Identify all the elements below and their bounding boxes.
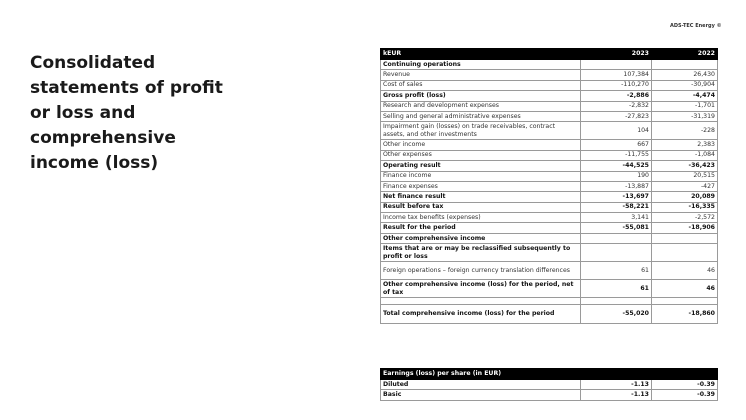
- value-2023: [581, 60, 652, 70]
- value-2023: 190: [581, 171, 652, 181]
- table-row: [381, 305, 718, 324]
- income-statement-body: [381, 49, 718, 324]
- value-2022: -228: [652, 122, 718, 140]
- value-2023: -58,221: [581, 202, 652, 212]
- value-2023: -13,697: [581, 192, 652, 202]
- value-2022: [652, 233, 718, 243]
- value-2022: -31,319: [652, 111, 718, 121]
- value-2023: 667: [581, 140, 652, 150]
- table-header-row: [381, 49, 718, 60]
- title-line: statements of profit: [30, 78, 223, 98]
- row-label: Continuing operations: [381, 60, 581, 70]
- value-2022: [652, 244, 718, 262]
- title-line: Consolidated: [30, 53, 156, 73]
- table-row: [381, 150, 718, 160]
- table-row: [381, 111, 718, 121]
- column-header: kEUR: [381, 49, 581, 60]
- eps-body: [381, 369, 718, 401]
- eps-header-blank: [652, 369, 718, 380]
- value-2022: -427: [652, 181, 718, 191]
- table-row: [381, 280, 718, 298]
- page-title: [30, 51, 270, 176]
- row-label: Revenue: [381, 70, 581, 80]
- table-row: [381, 262, 718, 280]
- table-row: [381, 122, 718, 140]
- table-row: [381, 233, 718, 243]
- row-label: Income tax benefits (expenses): [381, 213, 581, 223]
- value-2022: -2,572: [652, 213, 718, 223]
- row-label: Operating result: [381, 161, 581, 171]
- row-label: Research and development expenses: [381, 101, 581, 111]
- value-2023: 107,384: [581, 70, 652, 80]
- table-row: [381, 202, 718, 212]
- value-2023: [581, 233, 652, 243]
- value-2022: 20,089: [652, 192, 718, 202]
- title-line: comprehensive: [30, 128, 176, 148]
- row-label: Impairment gain (losses) on trade receivables, contract assets, and other investments: [381, 122, 581, 140]
- value-2023: -110,270: [581, 80, 652, 90]
- value-2023: -27,823: [581, 111, 652, 121]
- value-2022: [652, 60, 718, 70]
- value-2023: 104: [581, 122, 652, 140]
- value-2022: 26,430: [652, 70, 718, 80]
- value-2023: -2,886: [581, 91, 652, 101]
- row-label: Other expenses: [381, 150, 581, 160]
- value-2023: -1.13: [581, 380, 652, 390]
- row-label: Items that are or may be reclassified subsequently to profit or loss: [381, 244, 581, 262]
- brand-logo-text: ADS-TEC Energy ©: [670, 23, 722, 29]
- row-label: Other comprehensive income: [381, 233, 581, 243]
- value-2023: -1.13: [581, 390, 652, 400]
- row-label: Other income: [381, 140, 581, 150]
- value-2022: -18,860: [652, 305, 718, 324]
- table-row: [381, 161, 718, 171]
- table-row: [381, 140, 718, 150]
- value-2022: -0.39: [652, 390, 718, 400]
- row-label: Foreign operations – foreign currency translation differences: [381, 262, 581, 280]
- column-header: 2023: [581, 49, 652, 60]
- value-2022: 46: [652, 280, 718, 298]
- row-label: [381, 298, 581, 305]
- row-label: Result before tax: [381, 202, 581, 212]
- value-2022: -16,335: [652, 202, 718, 212]
- table-row: [381, 298, 718, 305]
- value-2023: [581, 298, 652, 305]
- row-label: Basic: [381, 390, 581, 400]
- value-2022: 20,515: [652, 171, 718, 181]
- value-2022: -1,701: [652, 101, 718, 111]
- table-row: [381, 60, 718, 70]
- column-header: 2022: [652, 49, 718, 60]
- row-label: Diluted: [381, 380, 581, 390]
- value-2022: 2,383: [652, 140, 718, 150]
- table-row: [381, 80, 718, 90]
- value-2022: -36,423: [652, 161, 718, 171]
- value-2023: [581, 244, 652, 262]
- value-2022: -0.39: [652, 380, 718, 390]
- table-row: [381, 181, 718, 191]
- table-row: [381, 70, 718, 80]
- value-2022: -4,474: [652, 91, 718, 101]
- value-2023: -55,081: [581, 223, 652, 233]
- value-2023: 3,141: [581, 213, 652, 223]
- row-label: Finance income: [381, 171, 581, 181]
- row-label: Net finance result: [381, 192, 581, 202]
- row-label: Selling and general administrative expenses: [381, 111, 581, 121]
- eps-header-row: [381, 369, 718, 380]
- value-2023: -55,020: [581, 305, 652, 324]
- table-row: [381, 223, 718, 233]
- row-label: Gross profit (loss): [381, 91, 581, 101]
- row-label: Cost of sales: [381, 80, 581, 90]
- value-2022: -1,084: [652, 150, 718, 160]
- table-row: [381, 101, 718, 111]
- table-row: [381, 380, 718, 390]
- value-2022: 46: [652, 262, 718, 280]
- table-row: [381, 244, 718, 262]
- table-row: [381, 192, 718, 202]
- value-2023: -11,755: [581, 150, 652, 160]
- value-2023: 61: [581, 262, 652, 280]
- title-line: or loss and: [30, 103, 136, 123]
- eps-header-blank: [581, 369, 652, 380]
- table-row: [381, 91, 718, 101]
- row-label: Total comprehensive income (loss) for the period: [381, 305, 581, 324]
- table-row: [381, 171, 718, 181]
- income-statement-table: [380, 48, 718, 324]
- title-line: income (loss): [30, 153, 159, 173]
- row-label: Finance expenses: [381, 181, 581, 191]
- value-2023: -44,525: [581, 161, 652, 171]
- value-2023: -13,887: [581, 181, 652, 191]
- eps-header: Earnings (loss) per share (in EUR): [381, 369, 581, 380]
- row-label: Result for the period: [381, 223, 581, 233]
- value-2023: 61: [581, 280, 652, 298]
- value-2022: -18,906: [652, 223, 718, 233]
- row-label: Other comprehensive income (loss) for the period, net of tax: [381, 280, 581, 298]
- value-2022: -30,904: [652, 80, 718, 90]
- table-row: [381, 213, 718, 223]
- eps-table: [380, 368, 718, 401]
- value-2022: [652, 298, 718, 305]
- table-row: [381, 390, 718, 400]
- value-2023: -2,832: [581, 101, 652, 111]
